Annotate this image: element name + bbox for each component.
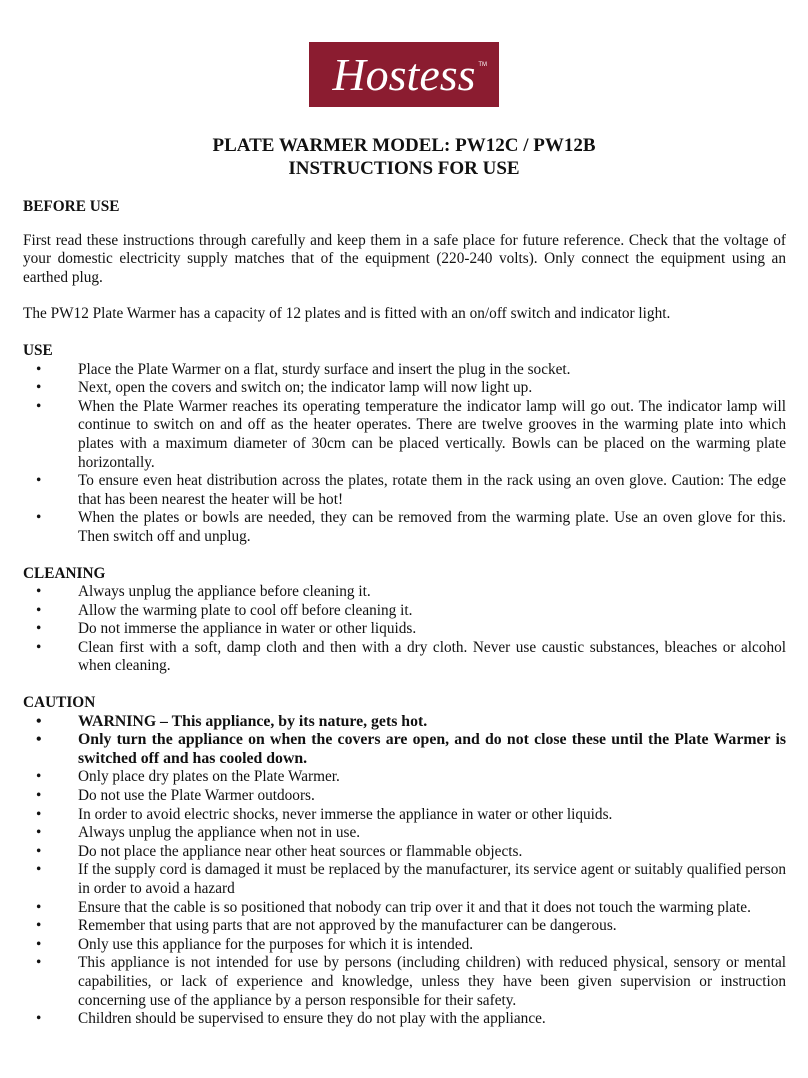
list-item: • Always unplug the appliance before cleaning it.	[36, 583, 371, 601]
bullet-icon: •	[36, 583, 42, 601]
list-item: • Next, open the covers and switch on; the indicator lamp will now light up.	[36, 379, 533, 397]
document-title: PLATE WARMER MODEL: PW12C / PW12B	[212, 135, 596, 156]
bullet-icon: •	[36, 397, 42, 415]
list-item-warning: • Only turn the appliance on when the covers are open, and do not close these until the Plate Warmer is switched off and has cooled down.	[36, 731, 786, 767]
list-item: • Do not place the appliance near other heat sources or flammable objects.	[36, 842, 523, 860]
list-item: • Place the Plate Warmer on a flat, sturdy surface and insert the plug in the socket.	[36, 360, 571, 378]
bullet-icon: •	[36, 842, 42, 860]
bullet-icon: •	[36, 509, 42, 527]
trademark-mark: TM	[478, 62, 487, 68]
list-item: • Do not use the Plate Warmer outdoors.	[36, 787, 315, 805]
list-item: • To ensure even heat distribution across the plates, rotate them in the rack using an oven glove. Caution: The edge that has been nearest the heater will be hot!	[36, 472, 786, 508]
list-item: • Remember that using parts that are not approved by the manufacturer can be dangerous.	[36, 917, 617, 935]
bullet-icon: •	[36, 787, 42, 805]
list-item: • Only place dry plates on the Plate Warmer.	[36, 768, 340, 786]
bullet-icon: •	[36, 601, 42, 619]
bullet-icon: •	[36, 768, 42, 786]
list-item: • Ensure that the cable is so positioned that nobody can trip over it and that it does not touch the warming plate.	[36, 898, 751, 916]
document-subtitle: INSTRUCTIONS FOR USE	[288, 158, 520, 179]
caution-section	[23, 694, 786, 1029]
list-item: • Do not immerse the appliance in water or other liquids.	[36, 620, 417, 638]
bullet-icon: •	[36, 620, 42, 638]
list-item: • When the Plate Warmer reaches its operating temperature the indicator lamp will go out. The indicator lamp will continue to switch on and off as the heater operates. There are twelve grooves in the warming plate into which plates with a maximum diameter of 30cm can be placed vertically. Bowls can be placed on the warming plate horizontally.	[36, 397, 786, 471]
use-list	[23, 361, 786, 547]
before-use-paragraph-1: First read these instructions through carefully and keep them in a safe place for future reference. Check that the voltage of your domestic electricity supply matches that of the equipment (220-240 volts). Only connect the equipment using an earthed plug.	[23, 231, 786, 286]
bullet-icon: •	[36, 712, 42, 730]
bullet-icon: •	[36, 805, 42, 823]
list-item: • Allow the warming plate to cool off before cleaning it.	[36, 601, 413, 619]
list-item: • Clean first with a soft, damp cloth and then with a dry cloth. Never use caustic substances, bleaches or alcohol when cleaning.	[36, 638, 786, 675]
bullet-icon: •	[36, 638, 42, 656]
use-section	[23, 342, 786, 547]
list-item: • Only use this appliance for the purposes for which it is intended.	[36, 935, 474, 953]
logo-wordmark: Hostess	[332, 48, 476, 100]
hostess-logo	[309, 42, 499, 107]
list-item: • If the supply cord is damaged it must be replaced by the manufacturer, its service agent or suitably qualified person in order to avoid a hazard	[36, 861, 786, 897]
caution-list	[23, 713, 786, 1029]
document-body	[23, 198, 786, 1029]
list-item: • This appliance is not intended for use by persons (including children) with reduced physical, sensory or mental capabilities, or lack of experience and knowledge, unless they have been given supervision or instruction concerning use of the appliance by a person responsible for their safety.	[36, 954, 786, 1009]
bullet-icon: •	[36, 379, 42, 397]
cleaning-section	[23, 565, 786, 677]
caution-heading: CAUTION	[23, 694, 96, 712]
bullet-icon: •	[36, 1010, 42, 1028]
bullet-icon: •	[36, 360, 42, 378]
list-item: • Always unplug the appliance when not in use.	[36, 824, 361, 842]
cleaning-heading: CLEANING	[23, 564, 106, 582]
list-item: • Children should be supervised to ensure they do not play with the appliance.	[36, 1010, 546, 1028]
bullet-icon: •	[36, 954, 42, 972]
bullet-icon: •	[36, 472, 42, 490]
cleaning-list	[23, 583, 786, 676]
list-item-warning: • WARNING – This appliance, by its nature, gets hot.	[36, 712, 428, 730]
bullet-icon: •	[36, 861, 42, 879]
list-item: • In order to avoid electric shocks, never immerse the appliance in water or other liquids.	[36, 805, 613, 823]
before-use-paragraph-2: The PW12 Plate Warmer has a capacity of 12 plates and is fitted with an on/off switch and indicator light.	[23, 305, 671, 323]
use-heading: USE	[23, 341, 53, 359]
bullet-icon: •	[36, 917, 42, 935]
bullet-icon: •	[36, 935, 42, 953]
before-use-heading: BEFORE USE	[23, 198, 120, 215]
list-item: • When the plates or bowls are needed, they can be removed from the warming plate. Use an oven glove for this. Then switch off and unplug.	[36, 509, 786, 545]
bullet-icon: •	[36, 898, 42, 916]
bullet-icon: •	[36, 824, 42, 842]
bullet-icon: •	[36, 731, 42, 749]
before-use-section	[23, 198, 786, 324]
